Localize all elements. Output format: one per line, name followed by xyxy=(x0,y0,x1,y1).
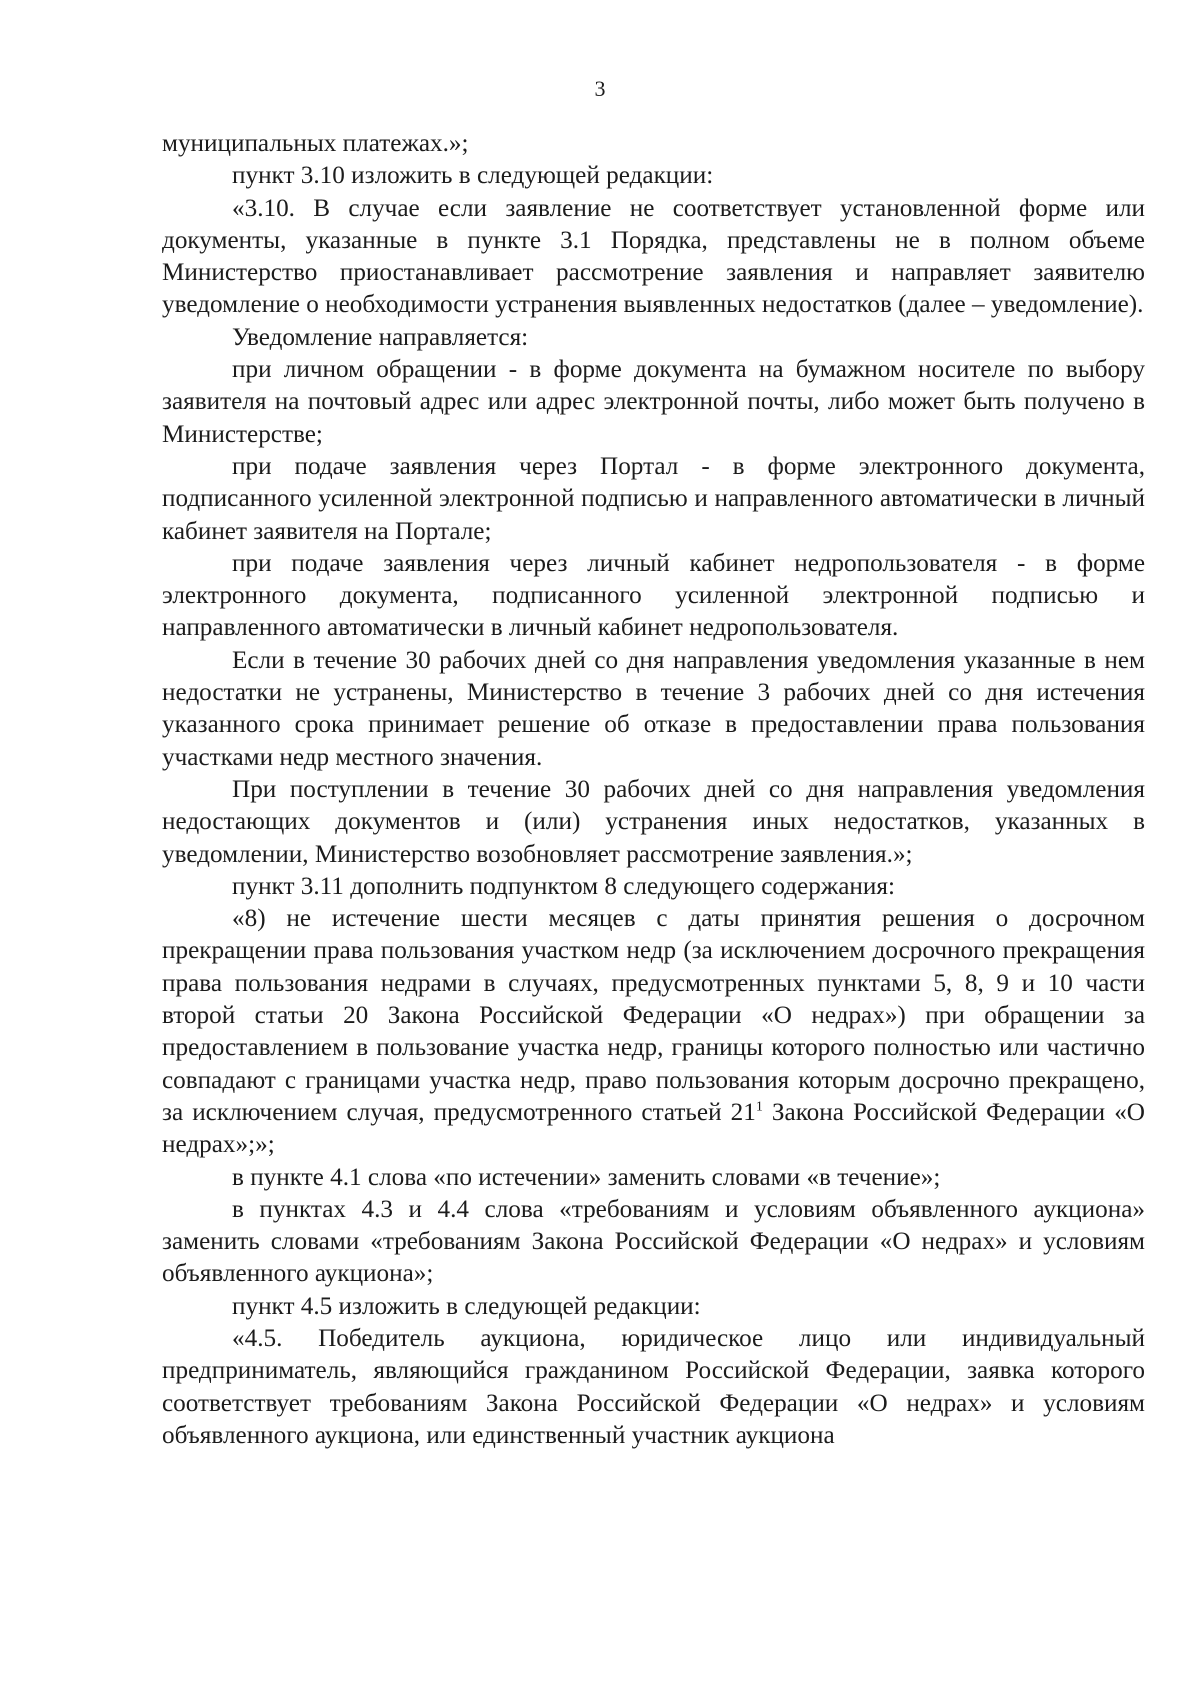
paragraph: муниципальных платежах.»; xyxy=(162,130,469,157)
paragraph: При поступлении в течение 30 рабочих дней со дня направления уведомления недостающих документов и (или) устранения иных недостатков, указанных в уведомлении, Министерство возобновляет рассмотрение заявления.»; xyxy=(162,775,1145,868)
page-number: 3 xyxy=(594,76,606,101)
paragraph-text-part: Закона Российской Федерации «О недрах»;»; xyxy=(162,1098,1145,1159)
paragraph: пункт 4.5 изложить в следующей редакции: xyxy=(232,1292,701,1320)
paragraph: «4.5. Победитель аукциона, юридическое лицо или индивидуальный предприниматель, являющийся гражданином Российской Федерации, заявка которого соответствует требованиям Закона Российской Федерации «О недрах» и условиям объявленного аукциона, или единственный участник аукциона xyxy=(162,1324,1145,1449)
paragraph-text-part: «8) не истечение шести месяцев с даты принятия решения о досрочном прекращении права пользования участком недр (за исключением досрочного прекращения права пользования недрами в случаях, предусмотренных пунктами 5, 8, 9 и 10 части второй статьи 20 Закона Российской Федерации «О недрах») при обращении за предоставлением в пользование участка недр, границы которого полностью или частично совпадают с границами участка недр, право пользования которым досрочно прекращено, за исключением случая, предусмотренного статьей 21 xyxy=(162,905,1145,1126)
paragraph-with-footnote xyxy=(162,903,1145,1161)
paragraph: в пункте 4.1 слова «по истечении» заменить словами «в течение»; xyxy=(232,1163,941,1191)
paragraph: при подаче заявления через Портал - в форме электронного документа, подписанного усиленной электронной подписью и направленного автоматически в личный кабинет заявителя на Портале; xyxy=(162,452,1145,545)
paragraph: при личном обращении - в форме документа на бумажном носителе по выбору заявителя на почтовый адрес или адрес электронной почты, либо может быть получено в Министерстве; xyxy=(162,356,1145,448)
superscript-mark: 1 xyxy=(755,1099,763,1115)
paragraph: пункт 3.11 дополнить подпунктом 8 следующего содержания: xyxy=(232,872,895,900)
paragraph: Уведомление направляется: xyxy=(232,323,529,351)
paragraph: пункт 3.10 изложить в следующей редакции: xyxy=(232,162,714,190)
paragraph: Если в течение 30 рабочих дней со дня направления уведомления указанные в нем недостатки не устранены, Министерство в течение 3 рабочих дней со дня истечения указанного срока принимает решение об отказе в предоставлении права пользования участками недр местного значения. xyxy=(162,646,1145,771)
paragraph: «3.10. В случае если заявление не соответствует установленной форме или документы, указанные в пункте 3.1 Порядка, представлены не в полном объеме Министерство приостанавливает рассмотрение заявления и направляет заявителю уведомление о необходимости устранения выявленных недостатков (далее – уведомление). xyxy=(162,194,1145,319)
paragraph: в пунктах 4.3 и 4.4 слова «требованиям и условиям объявленного аукциона» заменить словами «требованиям Закона Российской Федерации «О недрах» и условиям объявленного аукциона»; xyxy=(162,1195,1145,1288)
document-body xyxy=(162,128,1145,1452)
paragraph: при подаче заявления через личный кабинет недропользователя - в форме электронного документа, подписанного усиленной электронной подписью и направленного автоматически в личный кабинет недропользователя. xyxy=(162,549,1145,642)
